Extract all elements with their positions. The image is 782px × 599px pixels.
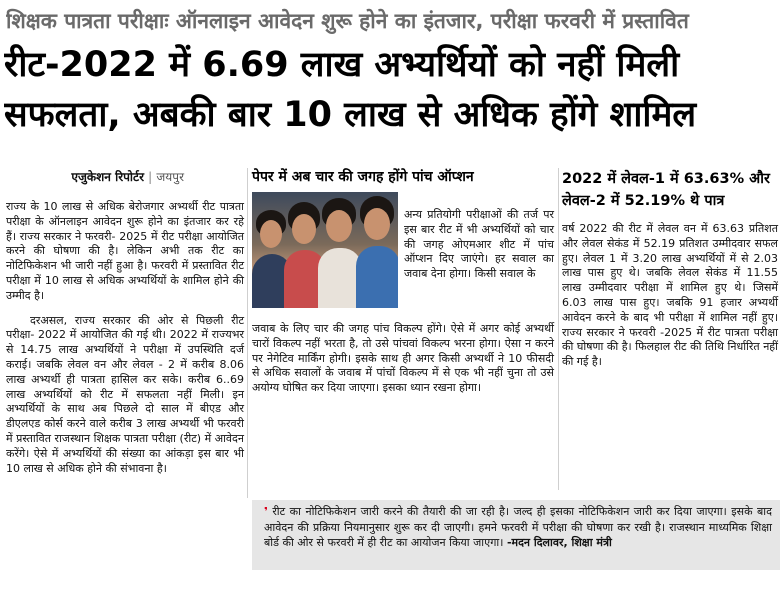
article-column-1 [6, 168, 244, 476]
article-column-3 [562, 168, 778, 370]
byline [6, 168, 244, 186]
section-text-bottom: जवाब के लिए चार की जगह पांच विकल्प होंगे। ऐसे में अगर कोई अभ्यर्थी चारों विकल्प नहीं भरता है, तो उसे पांचवां विकल्प भरना होगा। ऐसा न करने पर नेगेटिव मार्किंग होगी। इसके साथ ही अगर किसी अभ्यर्थी ने 10 फीसदी से अधिक सवालों के जवाब में पांचों विकल्प में से एक भी नहीं चुना तो उसे अयोग्य घोषित कर दिया जाएगा। इसका ध्यान रखना होगा। [252, 322, 554, 395]
quote-author: -मदन दिलावर, शिक्षा मंत्री [506, 536, 612, 549]
quote-text-block [264, 504, 772, 551]
minister-quote-box [252, 500, 780, 570]
main-headline [4, 40, 778, 140]
section-text-top: अन्य प्रतियोगी परीक्षाओं की तर्ज पर इस बार रीट में भी अभ्यर्थियों को चार की जगह ओएमआर शीट में पांच ऑप्शन दिए जाएंगे। हर सवाल का जवाब देना होगा। किसी सवाल के [404, 208, 554, 281]
paragraph: राज्य के 10 लाख से अधिक बेरोजगार अभ्यर्थी रीट पात्रता परीक्षा के ऑनलाइन आवेदन शुरू होने का इंतजार कर रहे हैं। राज्य सरकार ने फरवरी- 2025 में रीट परीक्षा आयोजित करने की घोषणा की है। लेकिन अभी तक रीट का नोटिफिकेशन भी जारी नहीं हुआ है। फरवरी में प्रस्तावित रीट परीक्षा में 10 लाख से अधिक अभ्यर्थियों के शामिल होने की उम्मीद है। [6, 200, 244, 302]
article-body [6, 200, 244, 476]
headline-line-1: रीट-2022 में 6.69 लाख अभ्यर्थियों को नहीं मिली [4, 45, 680, 85]
quote-icon: ❜ [264, 505, 268, 518]
stats-text: वर्ष 2022 की रीट में लेवल वन में 63.63 प्रतिशत और लेवल सेकंड में 52.19 प्रतिशत उम्मीदवार सफल हुए। लेवल 1 में 3.20 लाख अभ्यर्थियों में से 2.03 लाख पास हुए थे। जबकि लेवल सेकंड में 11.55 लाख उम्मीदवार परीक्षा में शामिल हुए थे। जिसमें 6.03 लाख पास हुए। जबकि 91 हजार अभ्यर्थी आवेदन करने के बाद भी परीक्षा में शामिल नहीं हुए। राज्य सरकार ने फरवरी -2025 में रीट पात्रता परीक्षा की घोषणा की है। फिलहाल रीट की तिथि निर्धारित नहीं की गई है। [562, 222, 778, 369]
headline-line-2: सफलता, अबकी बार 10 लाख से अधिक होंगे शामिल [4, 95, 697, 135]
column-divider [247, 168, 248, 498]
kicker-headline: शिक्षक पात्रता परीक्षाः ऑनलाइन आवेदन शुरू होने का इंतजार, परीक्षा फरवरी में प्रस्तावित [6, 9, 689, 33]
byline-separator: | [148, 170, 153, 184]
article-column-2 [252, 168, 554, 395]
stats-heading: 2022 में लेवल-1 में 63.63% और लेवल-2 में 52.19% थे पात्र [562, 171, 770, 209]
paragraph: दरअसल, राज्य सरकार की ओर से पिछली रीट परीक्षा- 2022 में आयोजित की गई थी। 2022 में राज्यभर से 14.75 लाख अभ्यर्थियों ने परीक्षा में उपस्थिति दर्ज कराई। जबकि लेवल वन और लेवल - 2 में करीब 8.06 लाख अभ्यर्थी ही पात्रता हासिल कर सके। करीब 6..69 लाख अभ्यर्थियों को रीट में सफलता नहीं मिली। इन अभ्यर्थियों के साथ अब पिछले दो साल में बीएड और डीएलएड कोर्स करने वाले करीब 3 लाख अभ्यर्थी भी फरवरी में प्रस्तावित राजस्थान शिक्षक पात्रता परीक्षा (रीट) में आवेदन करेंगे। ऐसे में अभ्यर्थियों की संख्या का आंकड़ा इस बार भी 10 लाख से अधिक होने की संभावना है। [6, 313, 244, 475]
reporter-name: एजुकेशन रिपोर्टर [71, 170, 144, 184]
dateline-city: जयपुर [156, 170, 184, 184]
column-divider [558, 168, 559, 490]
section-heading: पेपर में अब चार की जगह होंगे पांच ऑप्शन [252, 169, 474, 185]
students-photo [252, 192, 398, 308]
quote-text: रीट का नोटिफिकेशन जारी करने की तैयारी की जा रही है। जल्द ही इसका नोटिफिकेशन जारी कर दिया जाएगा। इसके बाद आवेदन की प्रक्रिया नियमानुसार शुरू कर दी जाएगी। हमने फरवरी में परीक्षा की घोषणा कर रखी है। राजस्थान माध्यमिक शिक्षा बोर्ड की ओर से फरवरी में ही रीट का आयोजन किया जाएगा। [264, 505, 772, 549]
